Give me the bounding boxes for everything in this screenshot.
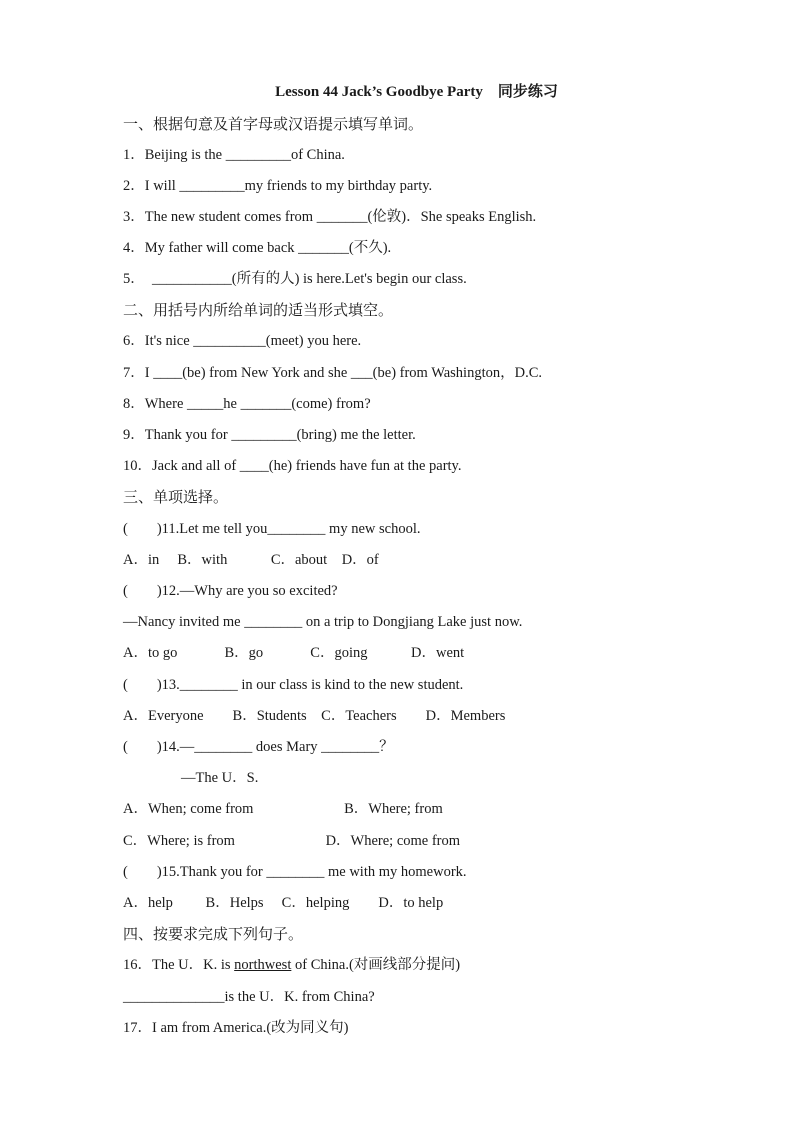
section-heading-1: 一、根据句意及首字母或汉语提示填写单词。 — [123, 115, 424, 133]
question-12: ( )12.—Why are you so excited? — [123, 583, 338, 599]
options-14-row-1: A．When; come from B．Where; from — [123, 801, 443, 817]
question-9: 9．Thank you for _________(bring) me the letter. — [123, 427, 416, 443]
question-1: 1．Beijing is the _________of China. — [123, 147, 345, 163]
question-8: 8．Where _____he _______(come) from? — [123, 396, 371, 412]
options-12: A．to go B．go C．going D．went — [123, 645, 465, 661]
options-15: A．help B．Helps C．helping D．to help — [123, 895, 444, 911]
question-16: 16．The U．K. is northwest of China.(对画线部分提问) — [123, 957, 461, 973]
options-13: A．Everyone B．Students C．Teachers D．Members — [123, 708, 506, 724]
question-13: ( )13.________ in our class is kind to the new student. — [123, 677, 464, 693]
page-title: Lesson 44 Jack’s Goodbye Party 同步练习 — [275, 84, 558, 100]
question-14: ( )14.—________ does Mary ________？ — [123, 739, 394, 755]
options-14-row-2: C．Where; is from D．Where; come from — [123, 833, 461, 849]
question-15: ( )15.Thank you for ________ me with my homework. — [123, 864, 467, 880]
question-3: 3．The new student comes from _______(伦敦)．She speaks English. — [123, 209, 537, 225]
question-16-answer: ______________is the U．K. from China? — [123, 989, 375, 1005]
question-14-reply: —The U．S. — [123, 770, 259, 786]
underlined-word: northwest — [234, 957, 292, 973]
options-11: A．in B．with C．about D．of — [123, 552, 379, 568]
question-6: 6．It's nice __________(meet) you here. — [123, 333, 362, 349]
question-4: 4．My father will come back _______(不久). — [123, 240, 392, 256]
section-heading-3: 三、单项选择。 — [123, 488, 229, 506]
question-5: 5． ___________(所有的人) is here.Let's begin our class. — [123, 271, 467, 287]
section-heading-4: 四、按要求完成下列句子。 — [123, 925, 304, 943]
question-11: ( )11.Let me tell you________ my new school. — [123, 521, 421, 537]
question-10: 10．Jack and all of ____(he) friends have fun at the party. — [123, 458, 462, 474]
question-17: 17．I am from America.(改为同义句) — [123, 1020, 349, 1036]
question-12-line-2: —Nancy invited me ________ on a trip to Dongjiang Lake just now. — [123, 614, 523, 630]
section-heading-2: 二、用括号内所给单词的适当形式填空。 — [123, 301, 394, 319]
question-7: 7．I ____(be) from New York and she ___(be) from Washington，D.C. — [123, 365, 543, 381]
question-2: 2．I will _________my friends to my birthday party. — [123, 178, 433, 194]
